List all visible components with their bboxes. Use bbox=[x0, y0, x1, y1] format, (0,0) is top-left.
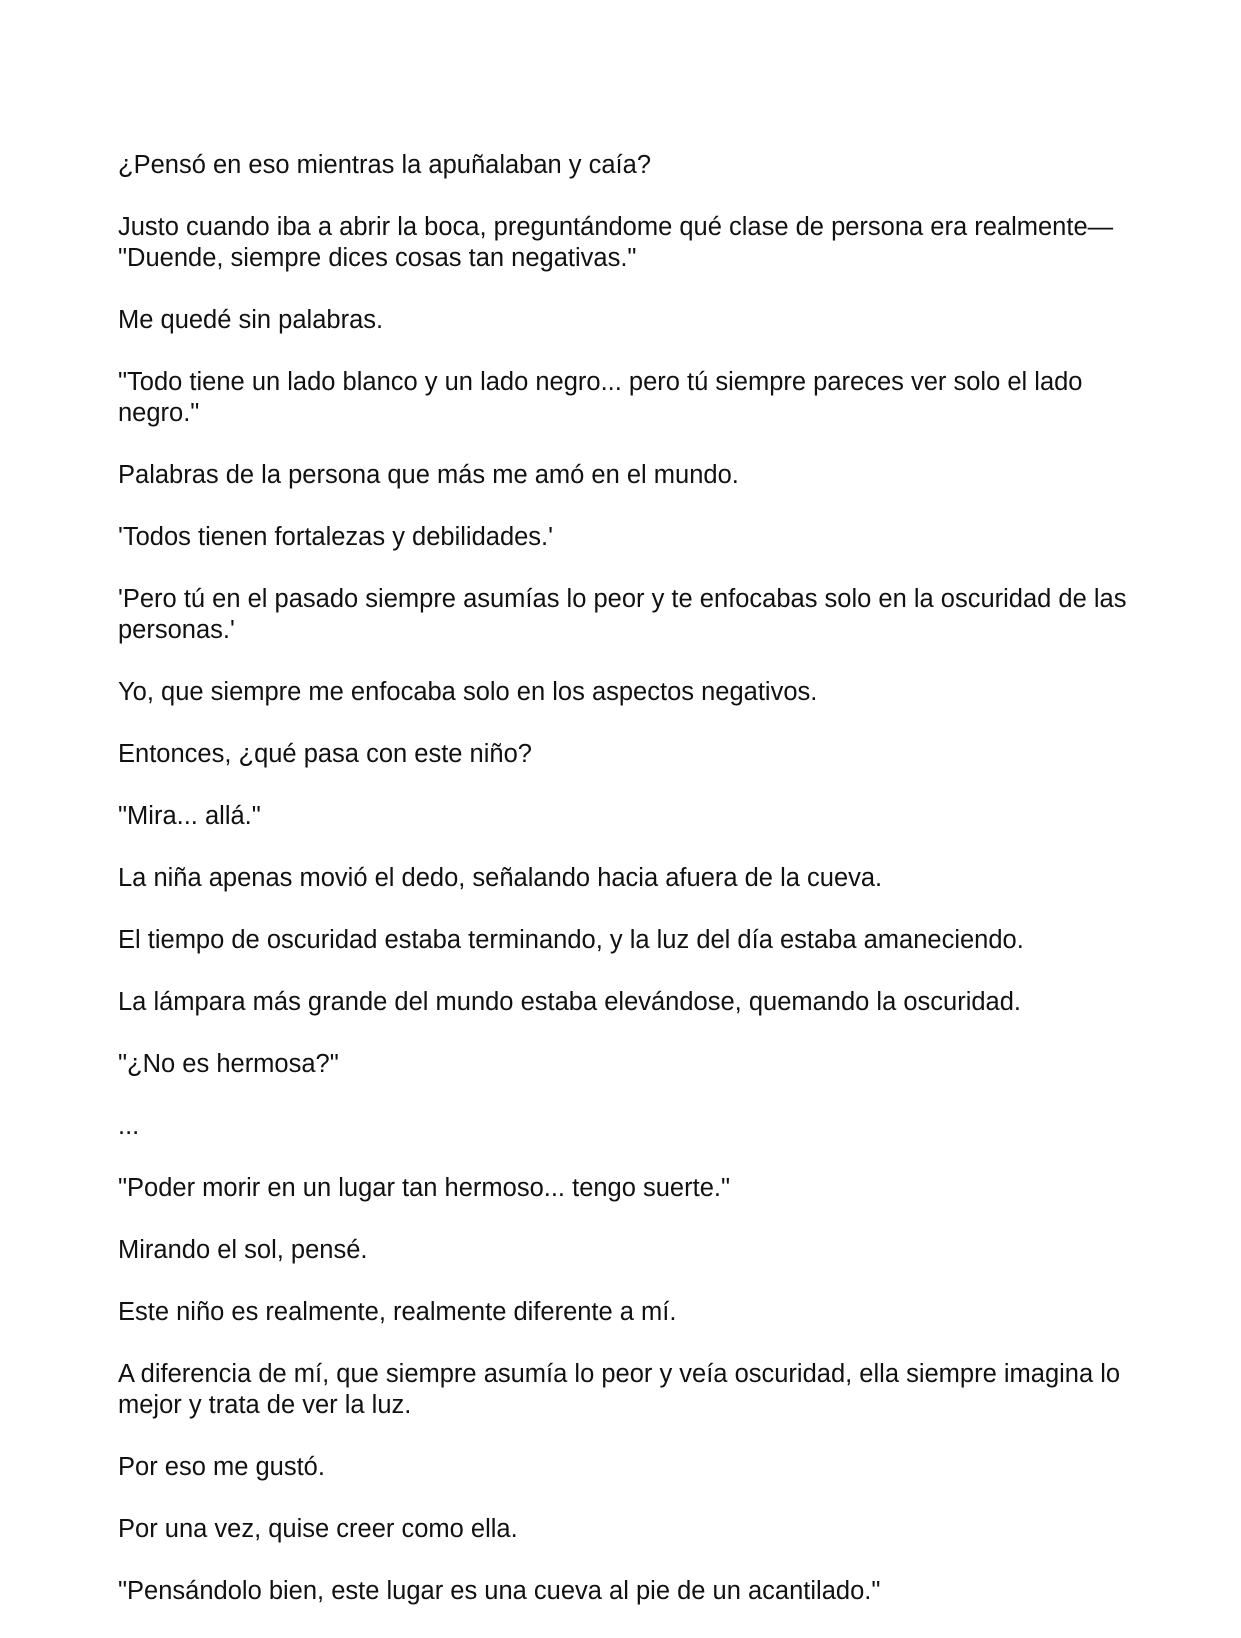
paragraph: ... bbox=[118, 1112, 140, 1140]
paragraph: La niña apenas movió el dedo, señalando hacia afuera de la cueva. bbox=[118, 864, 883, 892]
paragraph: Por una vez, quise creer como ella. bbox=[118, 1515, 518, 1543]
paragraph: 'Pero tú en el pasado siempre asumías lo peor y te enfocabas solo en la oscuridad de las personas.' bbox=[118, 585, 1127, 644]
paragraph: Mirando el sol, pensé. bbox=[118, 1236, 368, 1264]
paragraph: El tiempo de oscuridad estaba terminando, y la luz del día estaba amaneciendo. bbox=[118, 926, 1024, 954]
paragraph: "Poder morir en un lugar tan hermoso... tengo suerte." bbox=[118, 1174, 731, 1202]
paragraph: Palabras de la persona que más me amó en el mundo. bbox=[118, 461, 739, 489]
paragraph: "Mira... allá." bbox=[118, 802, 261, 830]
paragraph: Entonces, ¿qué pasa con este niño? bbox=[118, 740, 532, 768]
paragraph: "¿No es hermosa?" bbox=[118, 1050, 339, 1078]
document-body bbox=[118, 150, 1128, 1638]
paragraph: Yo, que siempre me enfocaba solo en los aspectos negativos. bbox=[118, 678, 818, 706]
paragraph: 'Todos tienen fortalezas y debilidades.' bbox=[118, 523, 554, 551]
paragraph: A diferencia de mí, que siempre asumía lo peor y veía oscuridad, ella siempre imagina lo mejor y trata de ver la luz. bbox=[118, 1360, 1121, 1419]
paragraph: La lámpara más grande del mundo estaba elevándose, quemando la oscuridad. bbox=[118, 988, 1022, 1016]
paragraph: Este niño es realmente, realmente diferente a mí. bbox=[118, 1298, 677, 1326]
paragraph: "Pensándolo bien, este lugar es una cueva al pie de un acantilado." bbox=[118, 1577, 881, 1605]
paragraph: "Todo tiene un lado blanco y un lado negro... pero tú siempre pareces ver solo el lado negro." bbox=[118, 368, 1083, 427]
paragraph: Justo cuando iba a abrir la boca, preguntándome qué clase de persona era realmente— "Duende, siempre dices cosas tan negativas." bbox=[118, 213, 1114, 272]
paragraph: ¿Pensó en eso mientras la apuñalaban y caía? bbox=[118, 151, 652, 179]
paragraph: Me quedé sin palabras. bbox=[118, 306, 384, 334]
paragraph: Por eso me gustó. bbox=[118, 1453, 325, 1481]
